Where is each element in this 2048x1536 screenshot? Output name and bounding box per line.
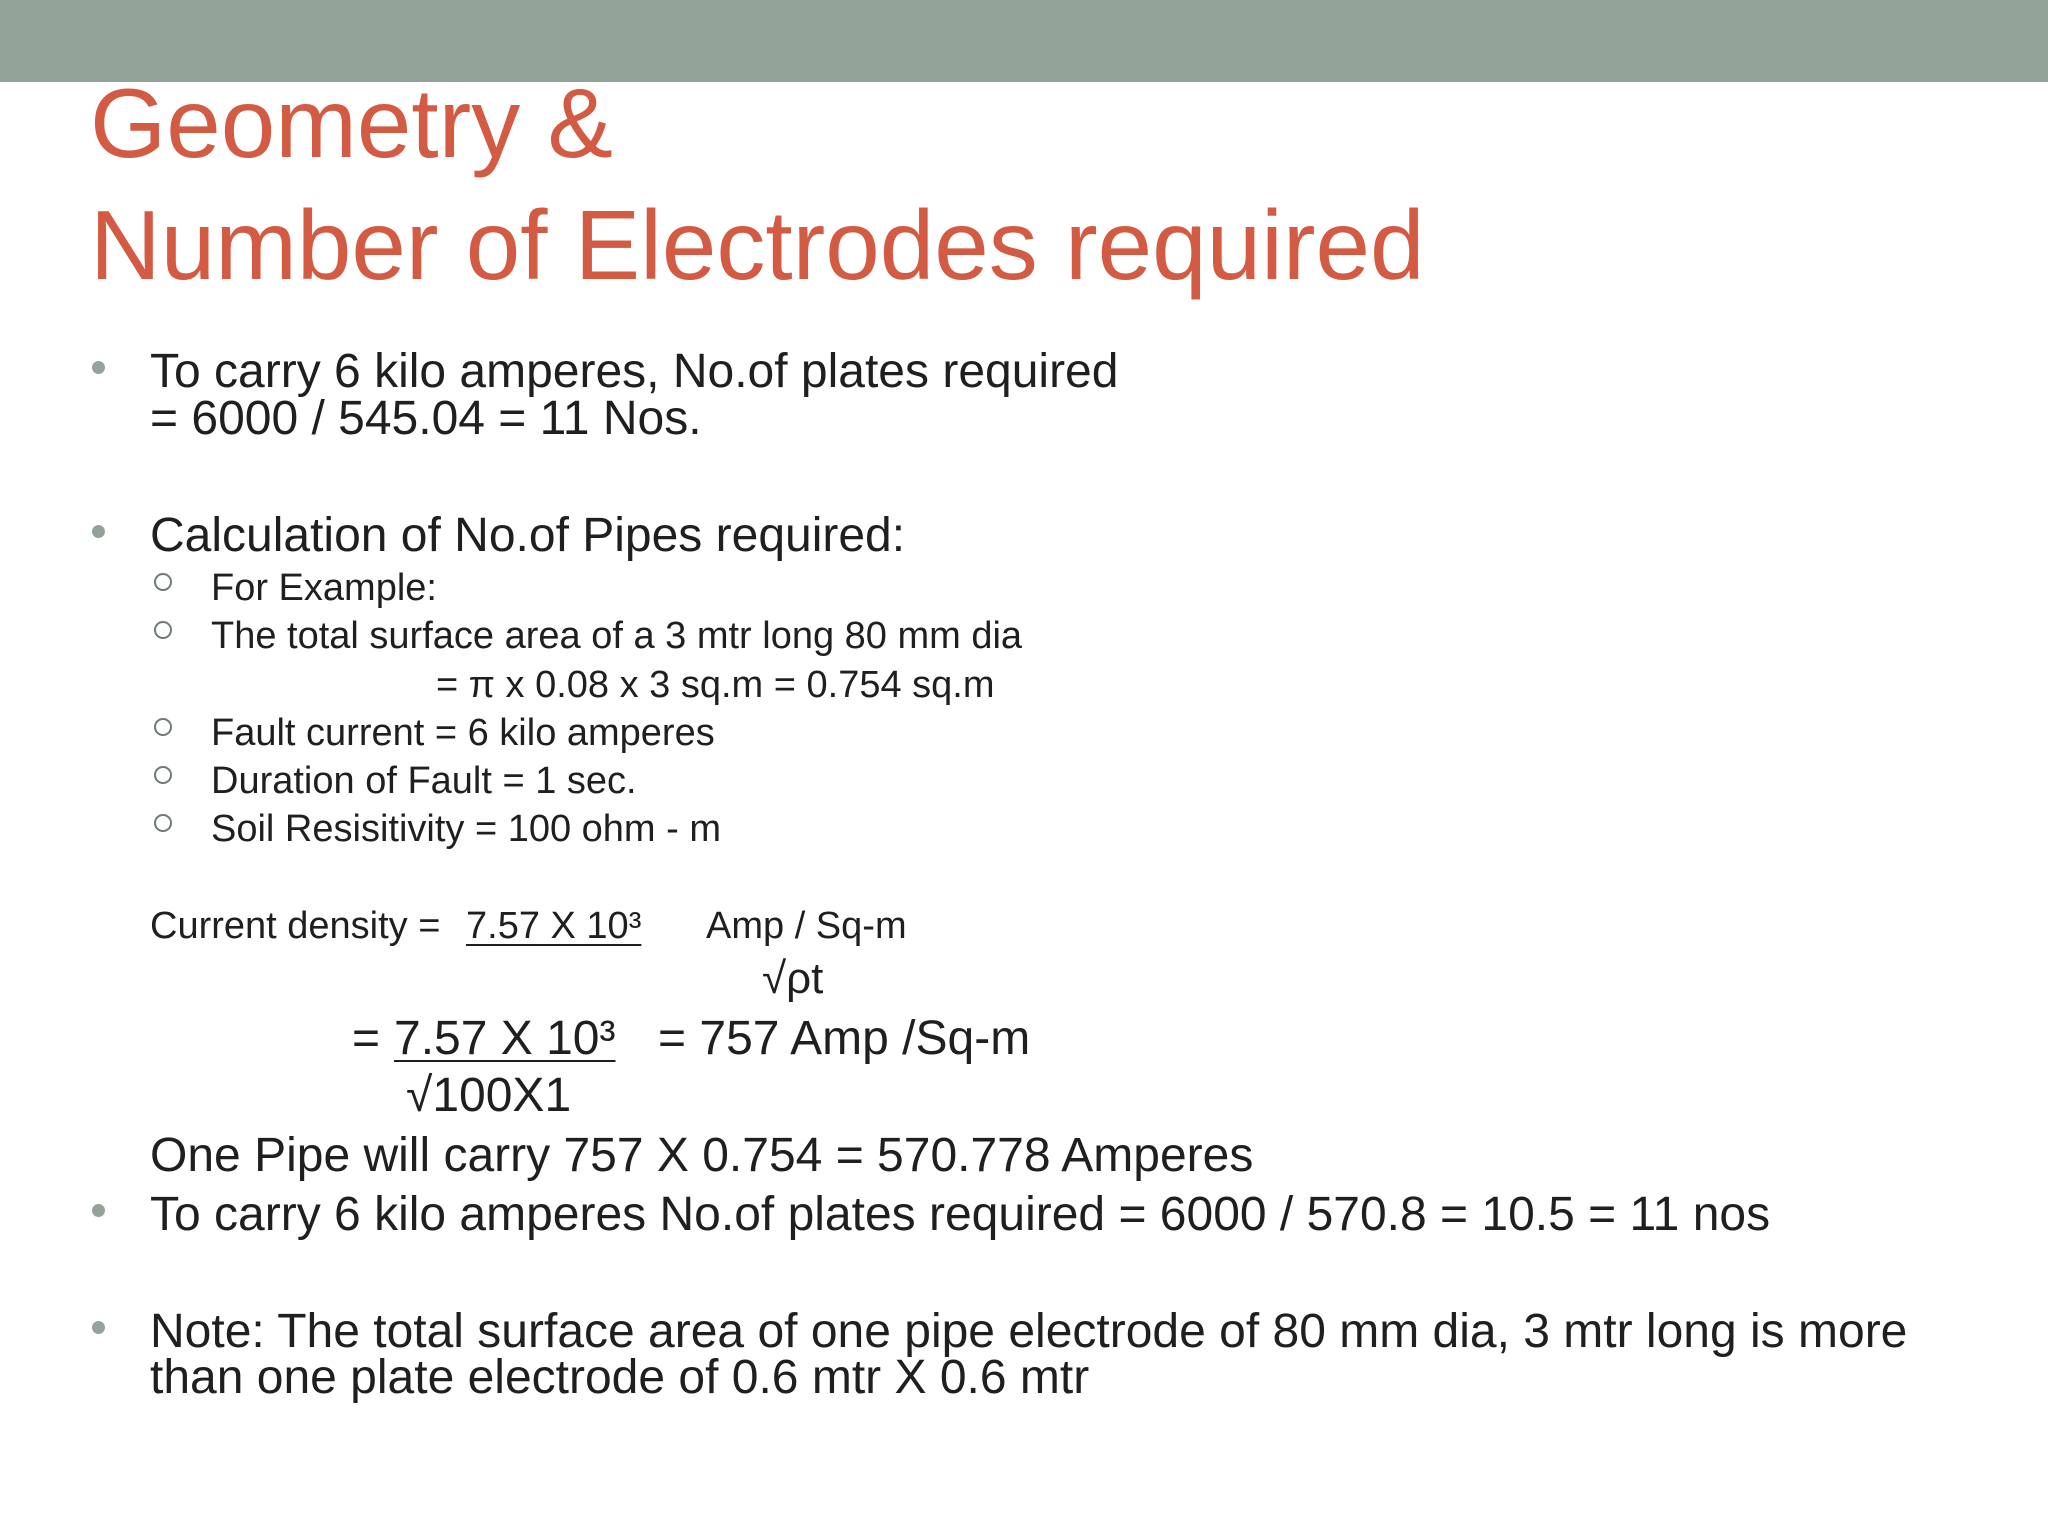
- bullet-2-heading: Calculation of No.of Pipes required:: [150, 509, 906, 562]
- bullet-dot: [92, 1321, 105, 1334]
- title-line-2: Number of Electrodes required: [90, 190, 1425, 300]
- sub-bullet-4: Duration of Fault = 1 sec.: [211, 760, 637, 802]
- bullet-4-line-1: Note: The total surface area of one pipe electrode of 80 mm dia, 3 mtr long is more: [150, 1305, 1908, 1358]
- sub-bullet-circle: [154, 573, 172, 591]
- title-line-1: Geometry &: [90, 68, 613, 178]
- sub-bullet-3: Fault current = 6 kilo amperes: [211, 712, 715, 754]
- bullet-4-line-2: than one plate electrode of 0.6 mtr X 0.6 mtr: [150, 1351, 1090, 1404]
- bullet-3: To carry 6 kilo amperes No.of plates required = 6000 / 570.8 = 10.5 = 11 nos: [150, 1188, 1771, 1241]
- bullet-1-line-1: To carry 6 kilo amperes, No.of plates required: [150, 345, 1119, 398]
- sub-bullet-circle: [154, 814, 172, 832]
- sub-bullet-circle: [154, 766, 172, 784]
- equation-2-numerator: 7.57 X 10³: [394, 1012, 616, 1065]
- bullet-dot: [92, 1204, 105, 1217]
- pipe-carry-line: One Pipe will carry 757 X 0.754 = 570.778 Amperes: [150, 1129, 1254, 1182]
- current-density-label: Current density =: [150, 905, 441, 947]
- bullet-dot: [92, 525, 105, 538]
- sub-bullet-1: For Example:: [211, 567, 437, 609]
- equation-2-denominator: √100X1: [406, 1069, 572, 1122]
- current-density-denominator: √ρt: [762, 954, 824, 1003]
- sub-bullet-5: Soil Resisitivity = 100 ohm - m: [211, 808, 721, 850]
- equation-2-result: = 757 Amp /Sq-m: [658, 1012, 1031, 1065]
- equation-2-prefix: =: [352, 1012, 381, 1065]
- sub-bullet-circle: [154, 718, 172, 736]
- bullet-dot: [92, 361, 105, 374]
- sub-bullet-circle: [154, 621, 172, 639]
- current-density-numerator: 7.57 X 10³: [466, 905, 642, 947]
- slide-title: [90, 62, 1425, 306]
- current-density-unit: Amp / Sq-m: [706, 905, 907, 947]
- sub-bullet-2-continuation: = π x 0.08 x 3 sq.m = 0.754 sq.m: [436, 664, 995, 706]
- sub-bullet-2: The total surface area of a 3 mtr long 80 mm dia: [211, 615, 1023, 657]
- bullet-1-line-2: = 6000 / 545.04 = 11 Nos.: [150, 392, 702, 445]
